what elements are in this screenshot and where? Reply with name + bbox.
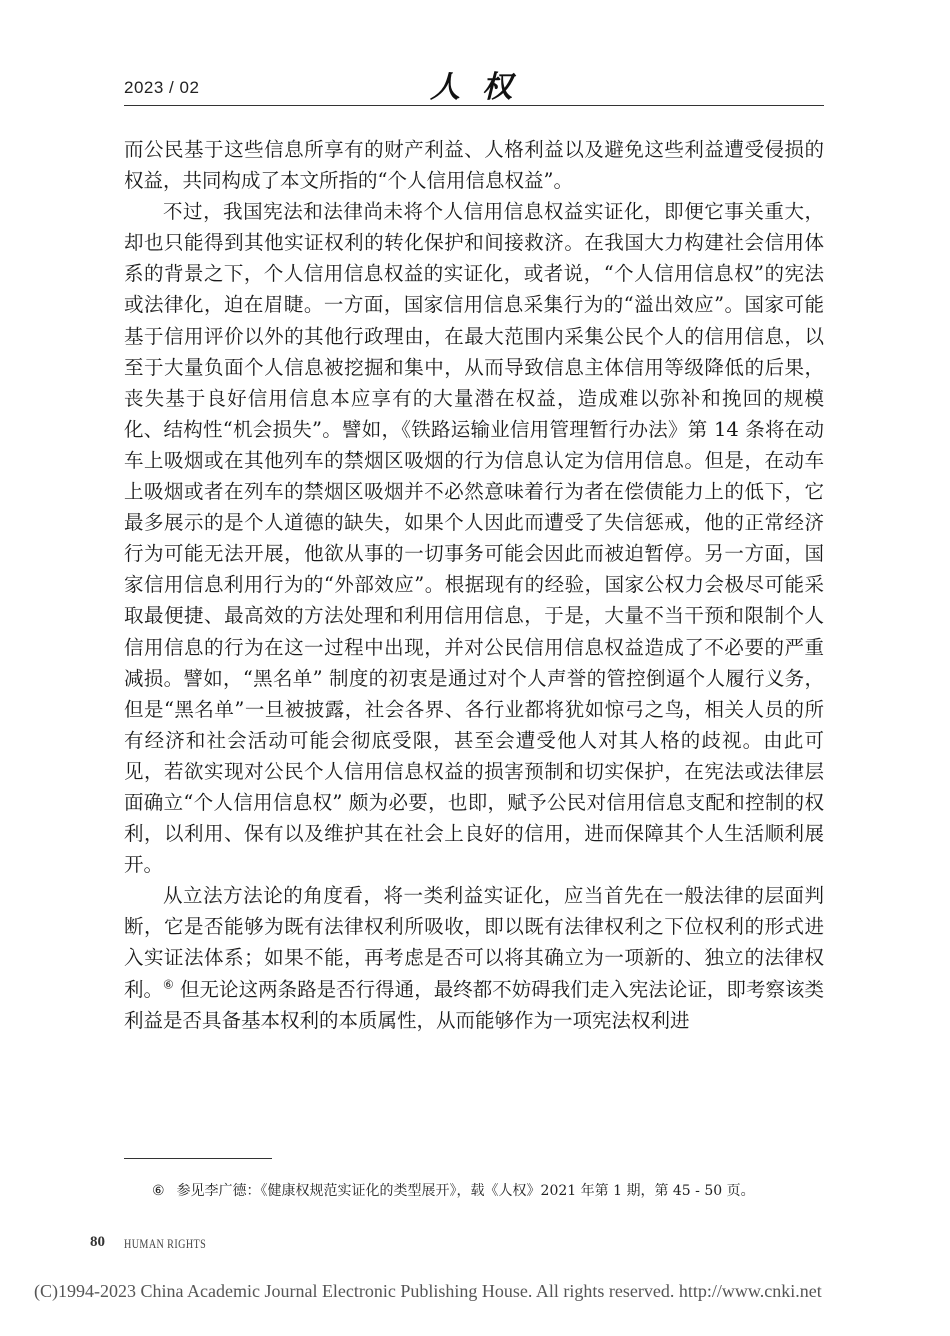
footnote-number: ⑥ xyxy=(152,1183,165,1199)
header-divider xyxy=(124,105,824,106)
footnote-divider xyxy=(124,1158,272,1159)
page-number: 80 xyxy=(90,1234,105,1250)
paragraph-3 xyxy=(124,880,824,1035)
journal-title: 人权 xyxy=(430,70,534,105)
article-body xyxy=(124,134,824,1036)
copyright-notice: (C)1994-2023 China Academic Journal Electronic Publishing House. All rights reserved. http://www.cnki.net xyxy=(34,1281,822,1301)
paragraph-3-part-2: 但无论这两条路是否行得通，最终都不妨碍我们走入宪法论证，即考察该类利益是否具备基本权利的本质属性，从而能够作为一项宪法权利进 xyxy=(124,977,824,1032)
issue-label: 2023 / 02 xyxy=(124,78,200,97)
paragraph-1: 而公民基于这些信息所享有的财产利益、人格利益以及避免这些利益遭受侵损的权益，共同构成了本文所指的“个人信用信息权益”。 xyxy=(124,138,824,193)
journal-name-english: HUMAN RIGHTS xyxy=(124,1236,207,1251)
footnote-reference[interactable]: ⑥ xyxy=(163,977,174,992)
paragraph-2: 不过，我国宪法和法律尚未将个人信用信息权益实证化，即便它事关重大，却也只能得到其他实证权利的转化保护和间接救济。在我国大力构建社会信用体系的背景之下，个人信用信息权益的实证化，或者说，“个人信用信息权”的宪法或法律化，迫在眉睫。一方面，国家信用信息采集行为的“溢出效应”。国家可能基于信用评价以外的其他行政理由，在最大范围内采集公民个人的信用信息，以至于大量负面个人信息被挖掘和集中，从而导致信息主体信用等级降低的后果，丧失基于良好信用信息本应享有的大量潜在权益，造成难以弥补和挽回的规模化、结构性“机会损失”。譬如，《铁路运输业信用管理暂行办法》第 14 条将在动车上吸烟或在其他列车的禁烟区吸烟的行为信息认定为信用信息。但是，在动车上吸烟或者在列车的禁烟区吸烟并不必然意味着行为者在偿债能力上的低下，它最多展示的是个人道德的缺失，如果个人因此而遭受了失信惩戒，他的正常经济行为可能无法开展，他欲从事的一切事务可能会因此而被迫暂停。另一方面，国家信用信息利用行为的“外部效应”。根据现有的经验，国家公权力会极尽可能采取最便捷、最高效的方法处理和利用信用信息，于是，大量不当干预和限制个人信用信息的行为在这一过程中出现，并对公民信用信息权益造成了不必要的严重减损。譬如，“黑名单” 制度的初衷是通过对个人声誉的管控倒逼个人履行义务，但是“黑名单”一旦被披露，社会各界、各行业都将犹如惊弓之鸟，相关人员的所有经济和社会活动可能会彻底受限，甚至会遭受他人对其人格的歧视。由此可见，若欲实现对公民个人信用信息权益的损害预制和切实保护，在宪法或法律层面确立“个人信用信息权” 颇为必要，也即，赋予公民对信用信息支配和控制的权利，以利用、保有以及维护其在社会上良好的信用，进而保障其个人生活顺利展开。 xyxy=(124,200,824,877)
footnote-text: 参见李广德：《健康权规范实证化的类型展开》，载《人权》2021 年第 1 期，第 45 - 50 页。 xyxy=(176,1183,755,1199)
paragraph-3-part-1: 从立法方法论的角度看，将一类利益实证化，应当首先在一般法律的层面判断，它是否能够为既有法律权利所吸收，即以既有法律权利之下位权利的形式进入实证法体系；如果不能，再考虑是否可以将其确立为一项新的、独立的法律权利。 xyxy=(124,884,824,1001)
footnote xyxy=(152,1180,832,1200)
